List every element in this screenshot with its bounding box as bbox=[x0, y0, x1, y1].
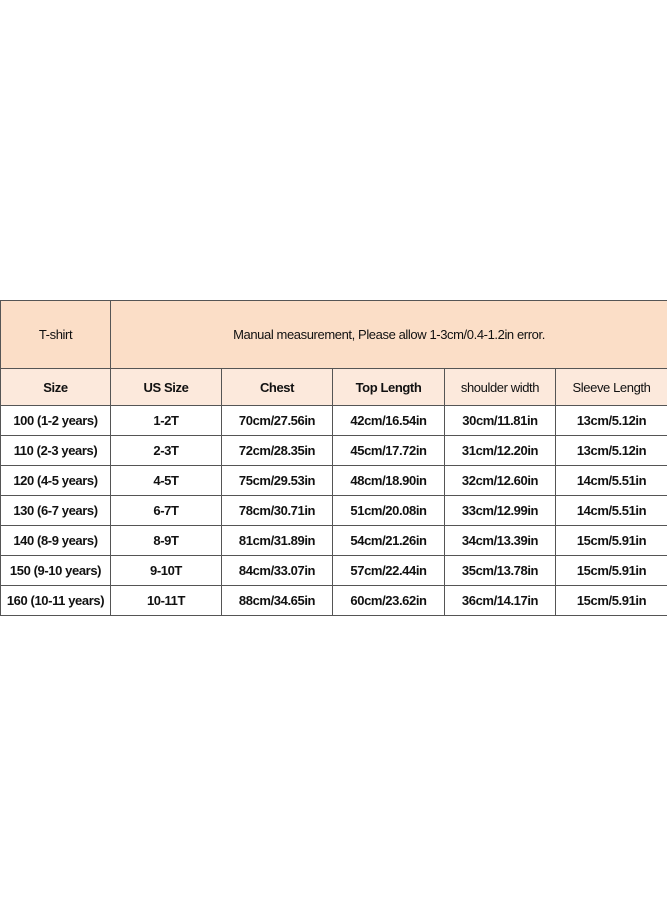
sleeve-length-cell: 13cm/5.12in bbox=[556, 406, 667, 436]
size-cell: 100 (1-2 years) bbox=[1, 406, 111, 436]
shoulder-width-cell: 33cm/12.99in bbox=[445, 496, 556, 526]
us-size-cell: 9-10T bbox=[111, 556, 222, 586]
table-row bbox=[1, 526, 667, 556]
header-size: Size bbox=[1, 369, 111, 406]
shoulder-width-cell: 30cm/11.81in bbox=[445, 406, 556, 436]
top-length-cell: 51cm/20.08in bbox=[333, 496, 445, 526]
sleeve-length-cell: 14cm/5.51in bbox=[556, 496, 667, 526]
us-size-cell: 1-2T bbox=[111, 406, 222, 436]
sleeve-length-cell: 13cm/5.12in bbox=[556, 436, 667, 466]
size-cell: 120 (4-5 years) bbox=[1, 466, 111, 496]
size-cell: 150 (9-10 years) bbox=[1, 556, 111, 586]
table-row bbox=[1, 406, 667, 436]
header-sleeve-length: Sleeve Length bbox=[556, 369, 667, 406]
top-length-cell: 54cm/21.26in bbox=[333, 526, 445, 556]
top-length-cell: 60cm/23.62in bbox=[333, 586, 445, 616]
sleeve-length-cell: 15cm/5.91in bbox=[556, 526, 667, 556]
chest-cell: 72cm/28.35in bbox=[222, 436, 333, 466]
shoulder-width-cell: 35cm/13.78in bbox=[445, 556, 556, 586]
title-row bbox=[1, 301, 667, 369]
us-size-cell: 4-5T bbox=[111, 466, 222, 496]
header-chest: Chest bbox=[222, 369, 333, 406]
top-length-cell: 57cm/22.44in bbox=[333, 556, 445, 586]
product-type-label: T-shirt bbox=[1, 301, 111, 369]
chest-cell: 88cm/34.65in bbox=[222, 586, 333, 616]
us-size-cell: 10-11T bbox=[111, 586, 222, 616]
size-cell: 160 (10-11 years) bbox=[1, 586, 111, 616]
table-row bbox=[1, 496, 667, 526]
chest-cell: 78cm/30.71in bbox=[222, 496, 333, 526]
chest-cell: 84cm/33.07in bbox=[222, 556, 333, 586]
header-row bbox=[1, 369, 667, 406]
size-cell: 140 (8-9 years) bbox=[1, 526, 111, 556]
shoulder-width-cell: 31cm/12.20in bbox=[445, 436, 556, 466]
header-us-size: US Size bbox=[111, 369, 222, 406]
us-size-cell: 2-3T bbox=[111, 436, 222, 466]
chest-cell: 81cm/31.89in bbox=[222, 526, 333, 556]
size-cell: 130 (6-7 years) bbox=[1, 496, 111, 526]
sleeve-length-cell: 14cm/5.51in bbox=[556, 466, 667, 496]
header-shoulder-width: shoulder width bbox=[445, 369, 556, 406]
sleeve-length-cell: 15cm/5.91in bbox=[556, 556, 667, 586]
chest-cell: 70cm/27.56in bbox=[222, 406, 333, 436]
table-row bbox=[1, 586, 667, 616]
top-length-cell: 42cm/16.54in bbox=[333, 406, 445, 436]
us-size-cell: 6-7T bbox=[111, 496, 222, 526]
table-row bbox=[1, 466, 667, 496]
header-top-length: Top Length bbox=[333, 369, 445, 406]
sleeve-length-cell: 15cm/5.91in bbox=[556, 586, 667, 616]
shoulder-width-cell: 36cm/14.17in bbox=[445, 586, 556, 616]
table-row bbox=[1, 556, 667, 586]
shoulder-width-cell: 34cm/13.39in bbox=[445, 526, 556, 556]
top-length-cell: 48cm/18.90in bbox=[333, 466, 445, 496]
shoulder-width-cell: 32cm/12.60in bbox=[445, 466, 556, 496]
us-size-cell: 8-9T bbox=[111, 526, 222, 556]
size-cell: 110 (2-3 years) bbox=[1, 436, 111, 466]
top-length-cell: 45cm/17.72in bbox=[333, 436, 445, 466]
chest-cell: 75cm/29.53in bbox=[222, 466, 333, 496]
size-chart-table bbox=[0, 300, 667, 616]
table-row bbox=[1, 436, 667, 466]
measurement-note: Manual measurement, Please allow 1-3cm/0.4-1.2in error. bbox=[111, 301, 667, 369]
